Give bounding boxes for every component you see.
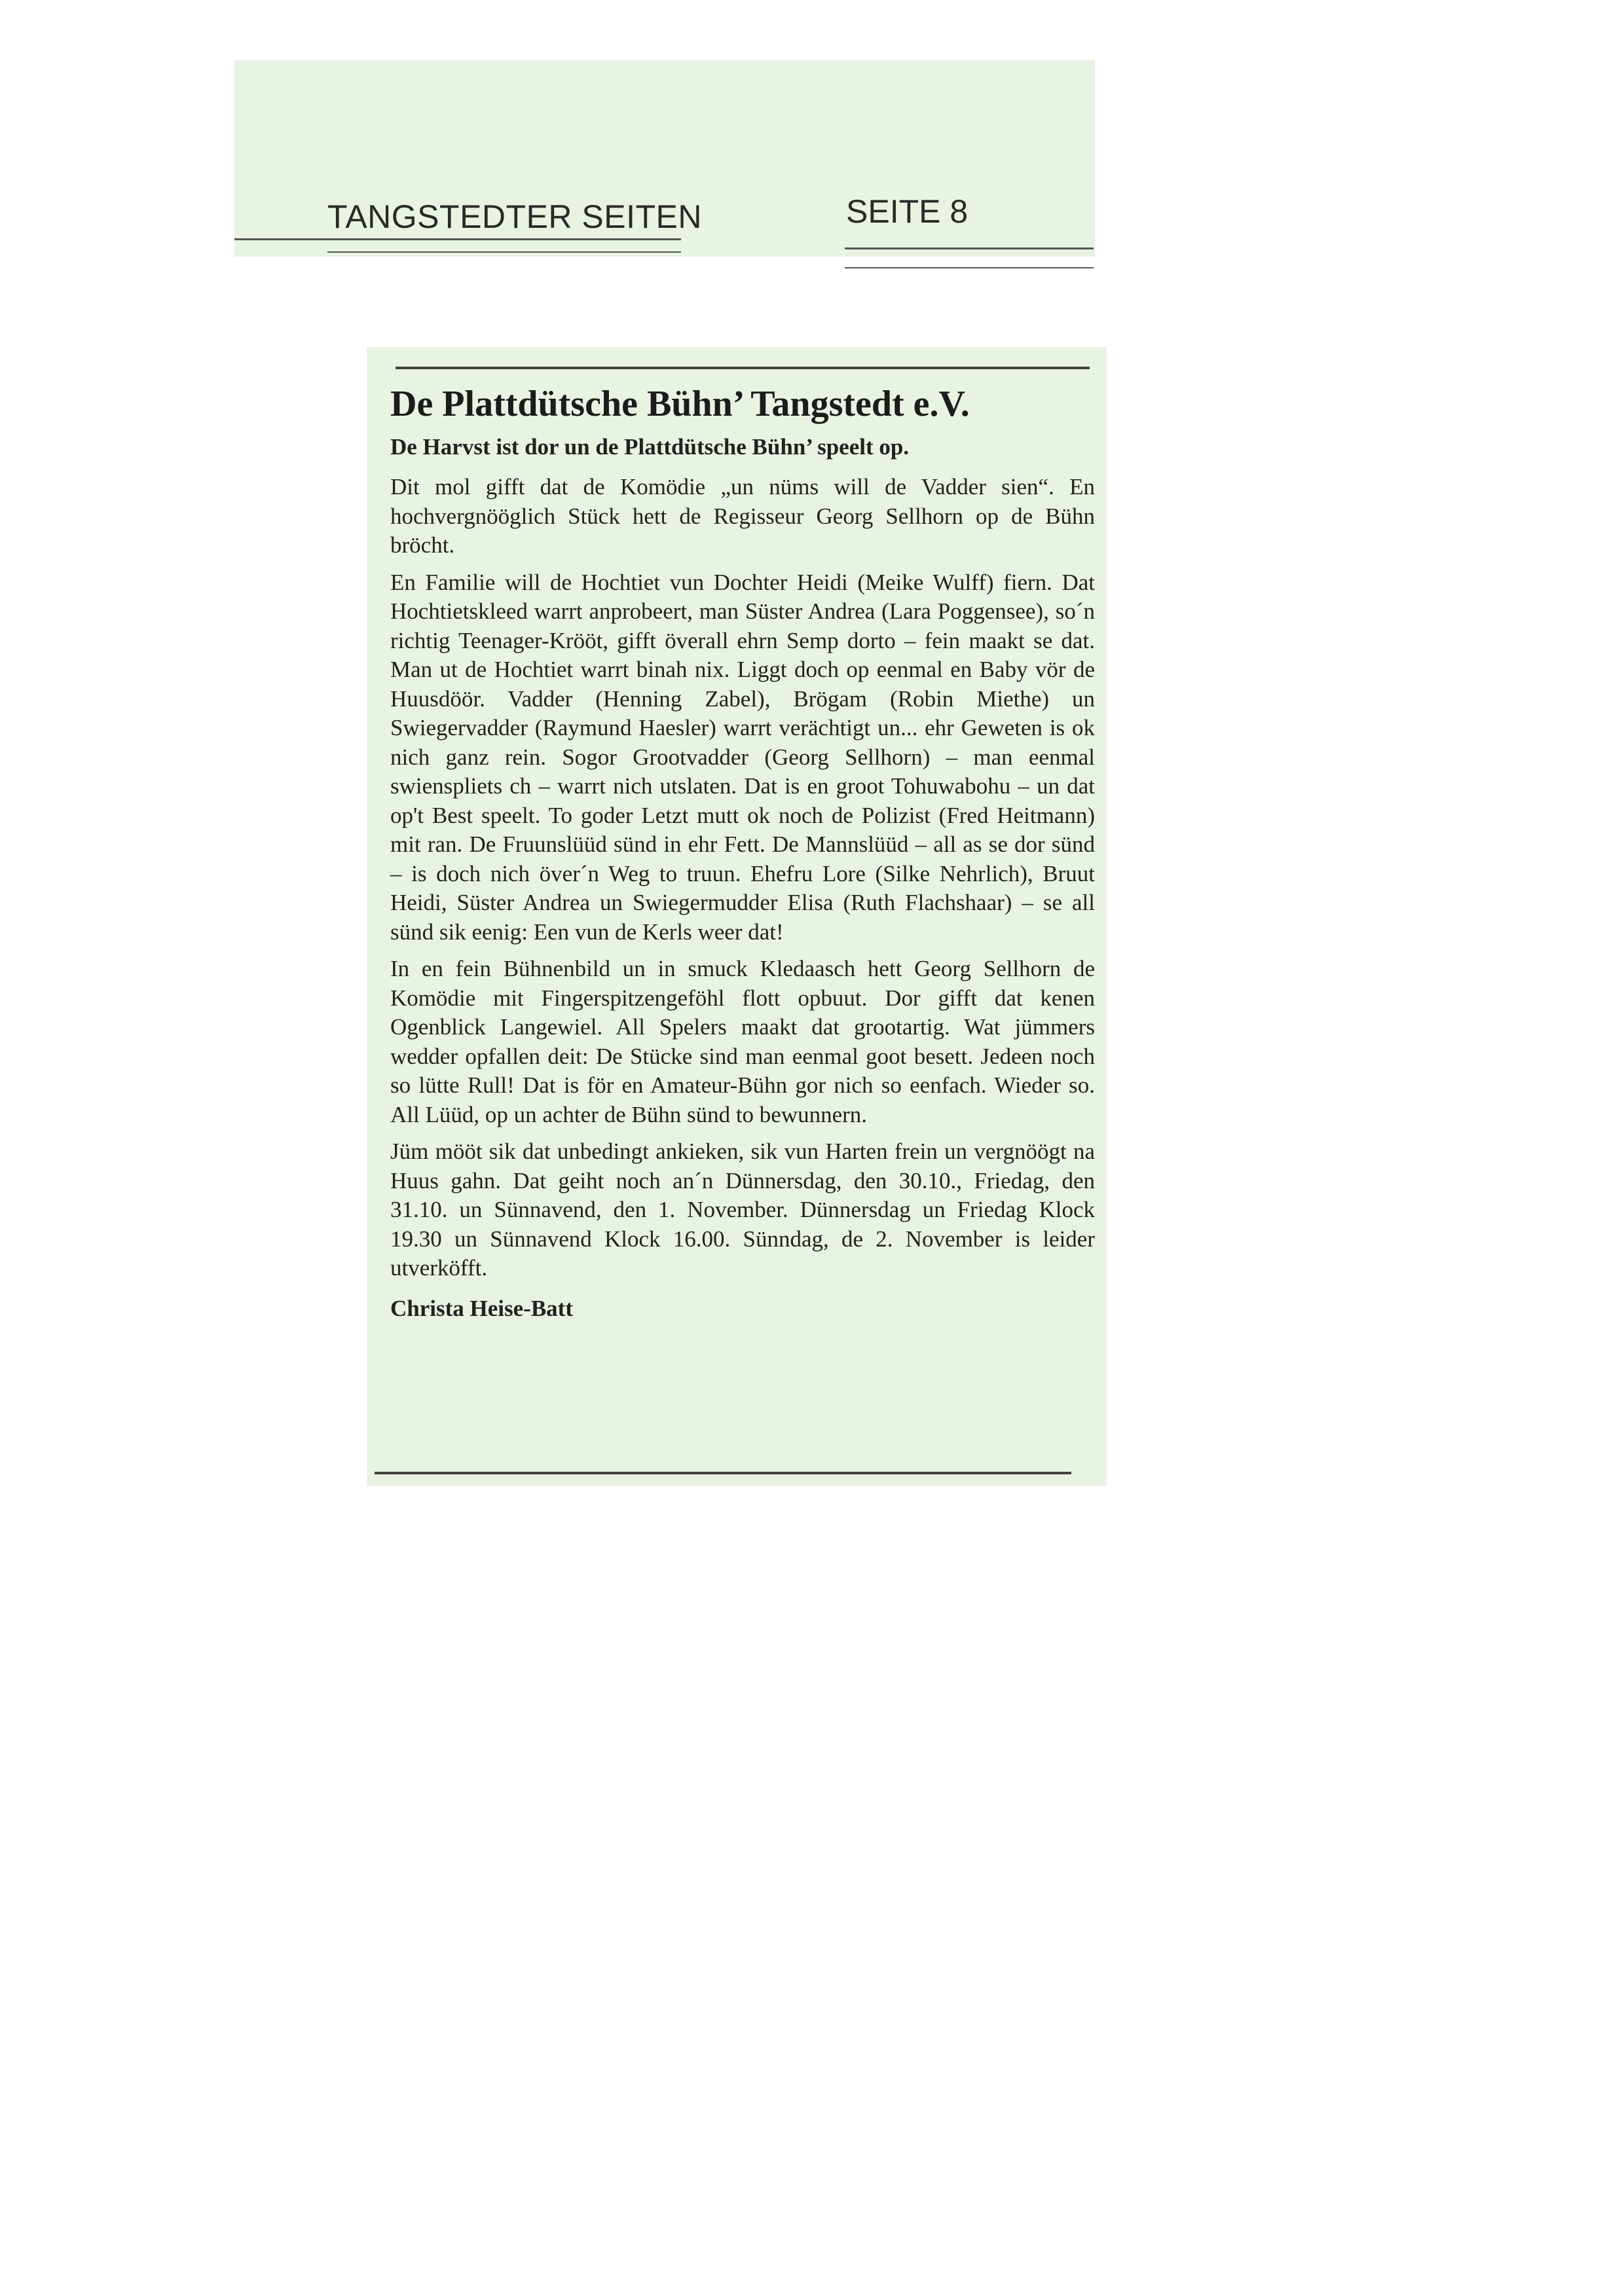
article-subtitle: De Harvst ist dor un de Plattdütsche Bühn’ speelt op. bbox=[390, 434, 910, 460]
article-bottom-rule bbox=[375, 1472, 1071, 1474]
article-top-rule bbox=[396, 367, 1090, 369]
article-paragraph-4: Jüm mööt sik dat unbedingt ankieken, sik vun Harten frein un vergnöögt na Huus gahn. Dat geiht noch an´n Dünnersdag, den 30.10., Friedag, den 31.10. un Sünnavend, den 1. November. Dünnersdag un Friedag Klock 19.30 un Sünnavend Klock 16.00. Sünndag, de 2. November is leider utverköfft. bbox=[390, 1139, 1095, 1281]
article-paragraph-1: Dit mol gifft dat de Komödie „un nüms will de Vadder sien“. En hochvergnööglich Stück hett de Regisseur Georg Sellhorn op de Bühn bröcht. bbox=[390, 474, 1095, 558]
header-rule-left bbox=[234, 238, 681, 240]
header-rule-right-bottom bbox=[845, 267, 1094, 268]
article-content bbox=[390, 378, 1095, 1326]
page-number: SEITE 8 bbox=[846, 193, 969, 230]
article-author: Christa Heise-Batt bbox=[390, 1295, 573, 1321]
header-rule-right-top bbox=[845, 247, 1094, 249]
newspaper-name: TANGSTEDTER SEITEN bbox=[327, 198, 703, 235]
article-paragraph-3: In en fein Bühnenbild un in smuck Kledaasch hett Georg Sellhorn de Komödie mit Fingerspitzengeföhl flott opbuut. Dor gifft dat kenen Ogenblick Langewiel. All Spelers maakt dat grootartig. Wat jümmers wedder opfallen deit: De Stücke sind man eenmal goot besett. Jedeen noch so lütte Rull! Dat is för en Amateur-Bühn gor nich so eenfach. Wieder so. All Lüüd, op un achter de Bühn sünd to bewunnern. bbox=[390, 956, 1095, 1127]
article-paragraph-2: En Familie will de Hochtiet vun Dochter Heidi (Meike Wulff) fiern. Dat Hochtietskleed warrt anprobeert, man Süster Andrea (Lara Poggensee), so´n richtig Teenager-Krööt, gifft överall ehrn Semp dorto – fein maakt se dat. Man ut de Hochtiet warrt binah nix. Liggt doch op eenmal en Baby vör de Huusdöör. Vadder (Henning Zabel), Brögam (Robin Miethe) un Swiegervadder (Raymund Haesler) warrt verächtigt un... ehr Geweten is ok nich ganz rein. Sogor Grootvadder (Georg Sellhorn) – man eenmal swienspliets ch – warrt nich utslaten. Dat is en groot Tohuwabohu – un dat op't Best speelt. To goder Letzt mutt ok noch de Polizist (Fred Heitmann) mit ran. De Fruunslüüd sünd in ehr Fett. De Mannslüüd – all as se dor sünd – is doch nich över´n Weg to truun. Ehefru Lore (Silke Nehrlich), Bruut Heidi, Süster Andrea un Swiegermudder Elisa (Ruth Flachshaar) – se all sünd sik eenig: Een vun de Kerls weer dat! bbox=[390, 569, 1095, 945]
article-title: De Plattdütsche Bühn’ Tangstedt e.V. bbox=[390, 384, 970, 424]
header-rule-left-underline bbox=[327, 251, 681, 253]
